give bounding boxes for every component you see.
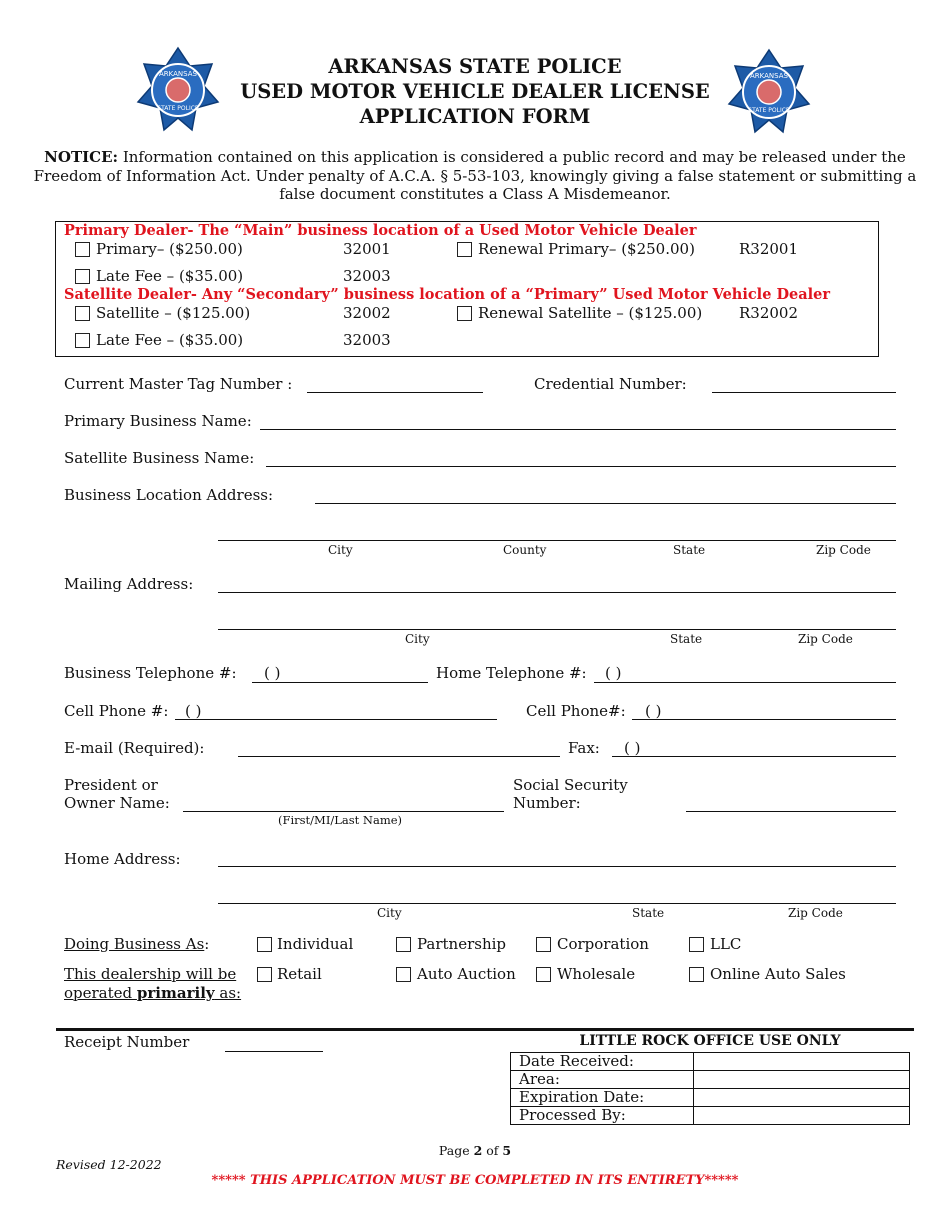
cell-phone-2-parens: ( ) [645, 702, 662, 720]
primary-label: Primary– ($250.00) [96, 240, 243, 258]
mailing-city-label: City [405, 632, 430, 646]
office-row-value[interactable] [694, 1071, 910, 1089]
renewal-primary-label: Renewal Primary– ($250.00) [478, 240, 695, 258]
office-row-value[interactable] [694, 1107, 910, 1125]
credential-label: Credential Number: [534, 375, 687, 393]
home-phone-field[interactable] [594, 682, 896, 683]
business-location-line-2[interactable] [218, 540, 896, 541]
office-row [511, 1071, 910, 1089]
ssn-label-line-1: Social Security [513, 776, 628, 794]
page-number: Page 2 of 5 [438, 1143, 512, 1158]
fax-field[interactable] [612, 756, 896, 757]
primary-checkbox[interactable] [75, 242, 90, 257]
satellite-business-field[interactable] [266, 466, 896, 467]
satellite-code: 32002 [343, 304, 391, 322]
primary-dealer-heading: Primary Dealer- The “Main” business location of a Used Motor Vehicle Dealer [64, 222, 697, 239]
late-fee-satellite-label: Late Fee – ($35.00) [96, 331, 244, 349]
business-state-label: State [673, 543, 706, 557]
email-field[interactable] [238, 756, 560, 757]
satellite-checkbox[interactable] [75, 306, 90, 321]
business-county-label: County [503, 543, 547, 557]
business-phone-label: Business Telephone #: [64, 664, 237, 682]
title-line-2: USED MOTOR VEHICLE DEALER LICENSE [240, 80, 710, 103]
office-row-label: Processed By: [511, 1107, 694, 1125]
revision-date: Revised 12-2022 [56, 1157, 162, 1172]
doing-business-as-label: Doing Business As: [64, 935, 210, 953]
notice-label: NOTICE: [44, 148, 119, 166]
home-city-label: City [377, 906, 402, 920]
home-phone-label: Home Telephone #: [436, 664, 587, 682]
svg-text:ARKANSAS: ARKANSAS [750, 72, 788, 80]
individual-label: Individual [277, 935, 354, 953]
section-divider [56, 1028, 914, 1031]
late-fee-primary-label: Late Fee – ($35.00) [96, 267, 244, 285]
individual-checkbox[interactable] [257, 937, 272, 952]
renewal-satellite-checkbox[interactable] [457, 306, 472, 321]
svg-text:STATE POLICE: STATE POLICE [157, 105, 199, 112]
ssn-field[interactable] [686, 811, 896, 812]
online-auto-sales-label: Online Auto Sales [710, 965, 846, 983]
cell-phone-parens: ( ) [185, 702, 202, 720]
renewal-satellite-label: Renewal Satellite – ($125.00) [478, 304, 703, 322]
home-zip-label: Zip Code [788, 906, 843, 920]
master-tag-field[interactable] [307, 392, 483, 393]
completion-warning: ***** THIS APPLICATION MUST BE COMPLETED IN ITS ENTIRETY***** [211, 1173, 739, 1188]
business-zip-label: Zip Code [816, 543, 871, 557]
credential-field[interactable] [712, 392, 896, 393]
renewal-primary-code: R32001 [739, 240, 799, 258]
mailing-state-label: State [670, 632, 703, 646]
office-row [511, 1107, 910, 1125]
title-line-1: ARKANSAS STATE POLICE [328, 55, 622, 78]
business-phone-field[interactable] [252, 682, 428, 683]
office-row [511, 1053, 910, 1071]
mailing-label: Mailing Address: [64, 575, 194, 593]
home-address-line-2[interactable] [218, 903, 896, 904]
late-fee-satellite-code: 32003 [343, 331, 391, 349]
email-label: E-mail (Required): [64, 739, 205, 757]
office-row-label: Date Received: [511, 1053, 694, 1071]
satellite-dealer-heading: Satellite Dealer- Any “Secondary” business location of a “Primary” Used Motor Vehicle Dealer [64, 286, 831, 303]
late-fee-primary-code: 32003 [343, 267, 391, 285]
receipt-number-field[interactable] [225, 1051, 323, 1052]
cell-phone-2-label: Cell Phone#: [526, 702, 626, 720]
business-phone-parens: ( ) [264, 664, 281, 682]
name-format-hint: (First/MI/Last Name) [278, 813, 403, 827]
primary-business-field[interactable] [260, 429, 896, 430]
partnership-label: Partnership [417, 935, 507, 953]
home-phone-parens: ( ) [605, 664, 622, 682]
receipt-number-label: Receipt Number [64, 1033, 190, 1051]
late-fee-satellite-checkbox[interactable] [75, 333, 90, 348]
mailing-field[interactable] [218, 592, 896, 593]
president-label-line-1: President or [64, 776, 158, 794]
home-address-label: Home Address: [64, 850, 181, 868]
home-address-field[interactable] [218, 866, 896, 867]
owner-name-field[interactable] [183, 811, 504, 812]
satellite-business-label: Satellite Business Name: [64, 449, 255, 467]
office-row-label: Expiration Date: [511, 1089, 694, 1107]
renewal-satellite-code: R32002 [739, 304, 799, 322]
office-use-table [510, 1052, 910, 1125]
operated-label-line-2: operated primarily as: [64, 984, 242, 1002]
operated-label-line-1: This dealership will be [64, 965, 237, 983]
satellite-label: Satellite – ($125.00) [96, 304, 251, 322]
cell-phone-label: Cell Phone #: [64, 702, 169, 720]
notice-text: Information contained on this application is considered a public record and may be released under the Freedom of Information Act. Under penalty of A.C.A. § 5-53-103, knowingly giving a false statement or submitting a false document constitutes a Class A Misdemeanor. [33, 148, 917, 203]
svg-text:STATE POLICE: STATE POLICE [748, 107, 790, 114]
retail-label: Retail [277, 965, 322, 983]
mailing-line-2[interactable] [218, 629, 896, 630]
corporation-label: Corporation [557, 935, 649, 953]
cell-phone-field[interactable] [175, 719, 497, 720]
retail-checkbox[interactable] [257, 967, 272, 982]
business-location-field[interactable] [315, 503, 896, 504]
renewal-primary-checkbox[interactable] [457, 242, 472, 257]
business-location-label: Business Location Address: [64, 486, 274, 504]
office-row-label: Area: [511, 1071, 694, 1089]
title-line-3: APPLICATION FORM [359, 105, 591, 128]
llc-checkbox[interactable] [689, 937, 704, 952]
fax-parens: ( ) [624, 739, 641, 757]
office-row [511, 1089, 910, 1107]
business-city-label: City [328, 543, 353, 557]
online-auto-sales-checkbox[interactable] [689, 967, 704, 982]
llc-label: LLC [710, 935, 742, 953]
home-state-label: State [632, 906, 665, 920]
office-row-value[interactable] [694, 1089, 910, 1107]
auto-auction-checkbox[interactable] [396, 967, 411, 982]
cell-phone-2-field[interactable] [632, 719, 896, 720]
fax-label: Fax: [568, 739, 600, 757]
office-row-value[interactable] [694, 1053, 910, 1071]
wholesale-checkbox[interactable] [536, 967, 551, 982]
office-use-heading: LITTLE ROCK OFFICE USE ONLY [579, 1033, 841, 1049]
wholesale-label: Wholesale [557, 965, 636, 983]
partnership-checkbox[interactable] [396, 937, 411, 952]
corporation-checkbox[interactable] [536, 937, 551, 952]
master-tag-label: Current Master Tag Number : [64, 375, 293, 393]
ssn-label-line-2: Number: [513, 794, 581, 812]
notice-paragraph [30, 148, 920, 204]
late-fee-primary-checkbox[interactable] [75, 269, 90, 284]
primary-business-label: Primary Business Name: [64, 412, 252, 430]
svg-text:ARKANSAS: ARKANSAS [159, 70, 197, 78]
auto-auction-label: Auto Auction [417, 965, 516, 983]
mailing-zip-label: Zip Code [798, 632, 853, 646]
president-label-line-2: Owner Name: [64, 794, 170, 812]
primary-code: 32001 [343, 240, 391, 258]
